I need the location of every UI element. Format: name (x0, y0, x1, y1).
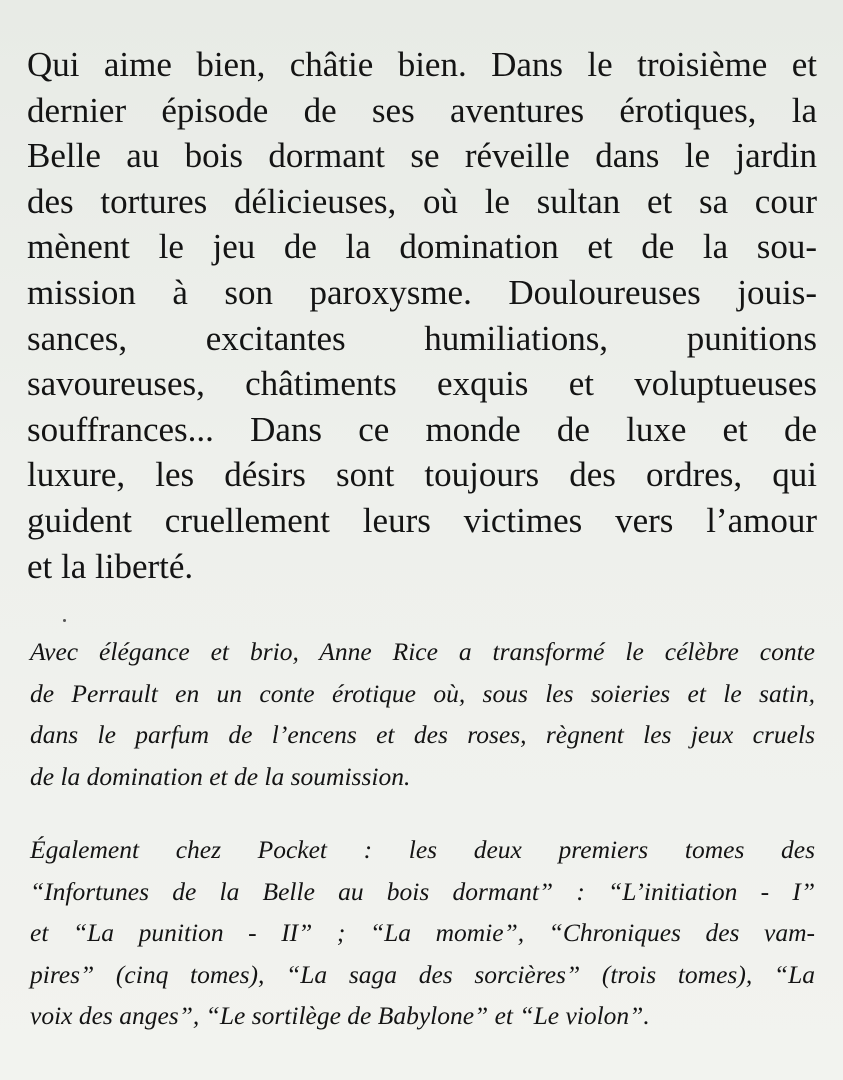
other-titles-line: voix des anges”, “Le sortilège de Babylone” et “Le violon”. (30, 1001, 650, 1030)
blurb-line: Qui aime bien, châtie bien. Dans le troisième et (27, 45, 817, 84)
blurb-line: mènent le jeu de la domination et de la sou- (27, 227, 817, 267)
blurb-line: Belle au bois dormant se réveille dans le jardin (27, 136, 817, 176)
quote-paragraph (30, 631, 815, 797)
blurb-line: savoureuses, châtiments exquis et voluptueuses (27, 364, 817, 404)
blurb-line: souffrances... Dans ce monde de luxe et de (27, 409, 817, 449)
blurb-line: et la liberté. (27, 546, 194, 586)
other-titles-paragraph (30, 829, 815, 1037)
blurb-line: mission à son paroxysme. Douloureuses jouis- (27, 272, 817, 312)
quote-line: dans le parfum de l’encens et des roses, règnent les jeux cruels (30, 720, 815, 749)
blurb-line: des tortures délicieuses, où le sultan et sa cour (27, 181, 817, 221)
blurb-line: luxure, les désirs sont toujours des ordres, qui (27, 455, 817, 495)
quote-line: Avec élégance et brio, Anne Rice a transformé le célèbre conte (30, 637, 815, 666)
blurb-line: dernier épisode de ses aventures érotiques, la (27, 90, 817, 130)
other-titles-line: et “La punition - II” ; “La momie”, “Chroniques des vam- (30, 918, 815, 947)
quote-line: de Perrault en un conte érotique où, sous les soieries et le satin, (30, 678, 815, 708)
other-titles-line: “Infortunes de la Belle au bois dormant” : “L’initiation - I” (30, 876, 815, 906)
other-titles-line: pires” (cinq tomes), “La saga des sorcières” (trois tomes), “La (30, 959, 815, 989)
blurb-paragraph (27, 42, 817, 589)
quote-line: de la domination et de la soumission. (30, 761, 411, 791)
blurb-line: sances, excitantes humiliations, punitions (27, 318, 817, 358)
other-titles-line: Également chez Pocket : les deux premiers tomes des (30, 835, 815, 864)
ink-speck (63, 619, 66, 622)
blurb-line: guident cruellement leurs victimes vers l’amour (27, 500, 817, 540)
